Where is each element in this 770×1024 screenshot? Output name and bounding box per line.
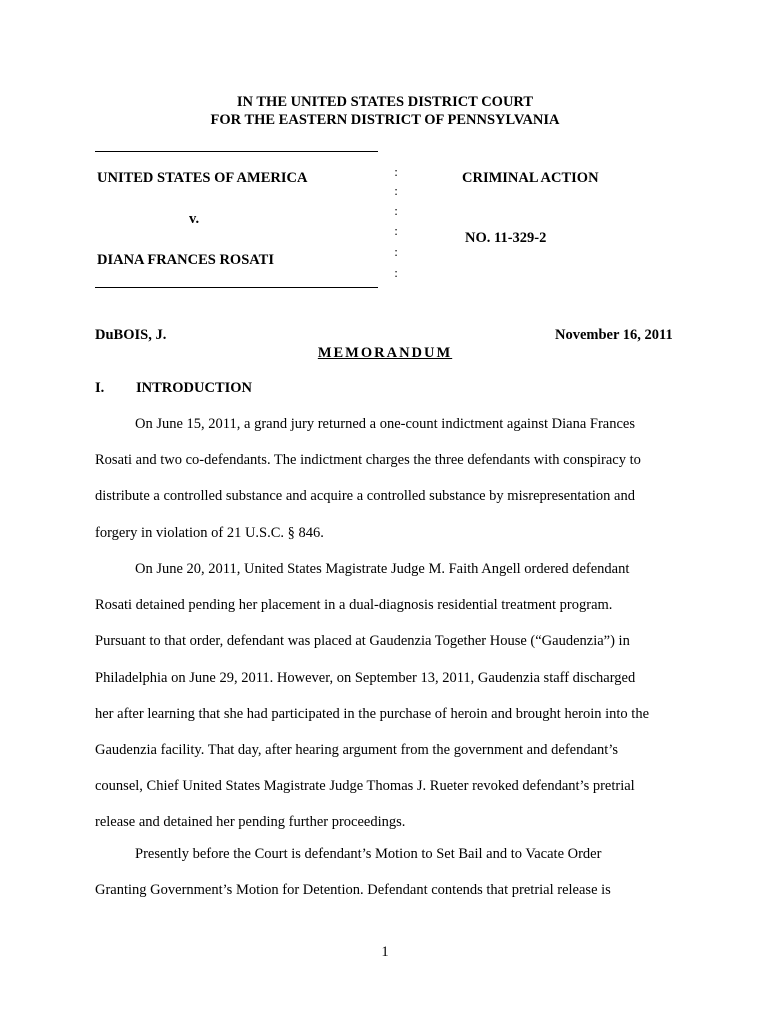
paragraph-line: On June 20, 2011, United States Magistrate Judge M. Faith Angell ordered defendant — [135, 561, 630, 577]
paragraph-detention-history — [95, 551, 685, 841]
caption-colon: : — [394, 244, 398, 259]
judge-name: DuBOIS, J. — [95, 327, 167, 343]
plaintiff-name: UNITED STATES OF AMERICA — [97, 170, 308, 186]
caption-colon: : — [394, 265, 398, 280]
caption-colon: : — [394, 164, 398, 179]
paragraph-line: release and detained her pending further proceedings. — [95, 814, 406, 831]
paragraph-line: Granting Government’s Motion for Detention. Defendant contends that pretrial release is — [95, 882, 611, 899]
court-name-line-1: IN THE UNITED STATES DISTRICT COURT — [236, 94, 534, 110]
versus-label: v. — [189, 211, 200, 227]
caption-colon: : — [394, 203, 398, 218]
action-type: CRIMINAL ACTION — [462, 170, 599, 186]
paragraph-line: forgery in violation of 21 U.S.C. § 846. — [95, 524, 324, 541]
caption-colon: : — [394, 223, 398, 238]
page-number: 1 — [381, 944, 389, 960]
paragraph-line: distribute a controlled substance and acquire a controlled substance by misrepresentation and — [95, 488, 635, 505]
case-number: NO. 11-329-2 — [465, 230, 547, 246]
paragraph-line: Rosati detained pending her placement in a dual-diagnosis residential treatment program. — [95, 597, 613, 614]
paragraph-line: counsel, Chief United States Magistrate Judge Thomas J. Rueter revoked defendant’s pretrial — [95, 778, 635, 795]
memorandum-title: MEMORANDUM — [317, 345, 453, 361]
caption-colon: : — [394, 183, 398, 198]
paragraph-line: her after learning that she had participated in the purchase of heroin and brought heroin into the — [95, 705, 650, 722]
section-heading: INTRODUCTION — [136, 380, 253, 396]
paragraph-indictment — [95, 406, 685, 551]
caption-top-rule — [95, 151, 378, 152]
court-name-line-2: FOR THE EASTERN DISTRICT OF PENNSYLVANIA — [210, 112, 560, 128]
paragraph-line: Rosati and two co-defendants. The indictment charges the three defendants with conspiracy to — [95, 452, 641, 469]
defendant-name: DIANA FRANCES ROSATI — [97, 252, 274, 268]
paragraph-motion — [95, 836, 685, 908]
paragraph-line: Philadelphia on June 29, 2011. However, on September 13, 2011, Gaudenzia staff discharged — [95, 669, 636, 686]
caption-bottom-rule — [95, 287, 378, 288]
section-number: I. — [95, 380, 105, 396]
paragraph-line: Pursuant to that order, defendant was placed at Gaudenzia Together House (“Gaudenzia”) in — [95, 633, 630, 650]
paragraph-line: On June 15, 2011, a grand jury returned a one-count indictment against Diana Frances — [135, 416, 635, 432]
paragraph-line: Gaudenzia facility. That day, after hearing argument from the government and defendant’s — [95, 742, 619, 759]
paragraph-line: Presently before the Court is defendant’s Motion to Set Bail and to Vacate Order — [135, 846, 602, 862]
opinion-date: November 16, 2011 — [555, 327, 673, 343]
